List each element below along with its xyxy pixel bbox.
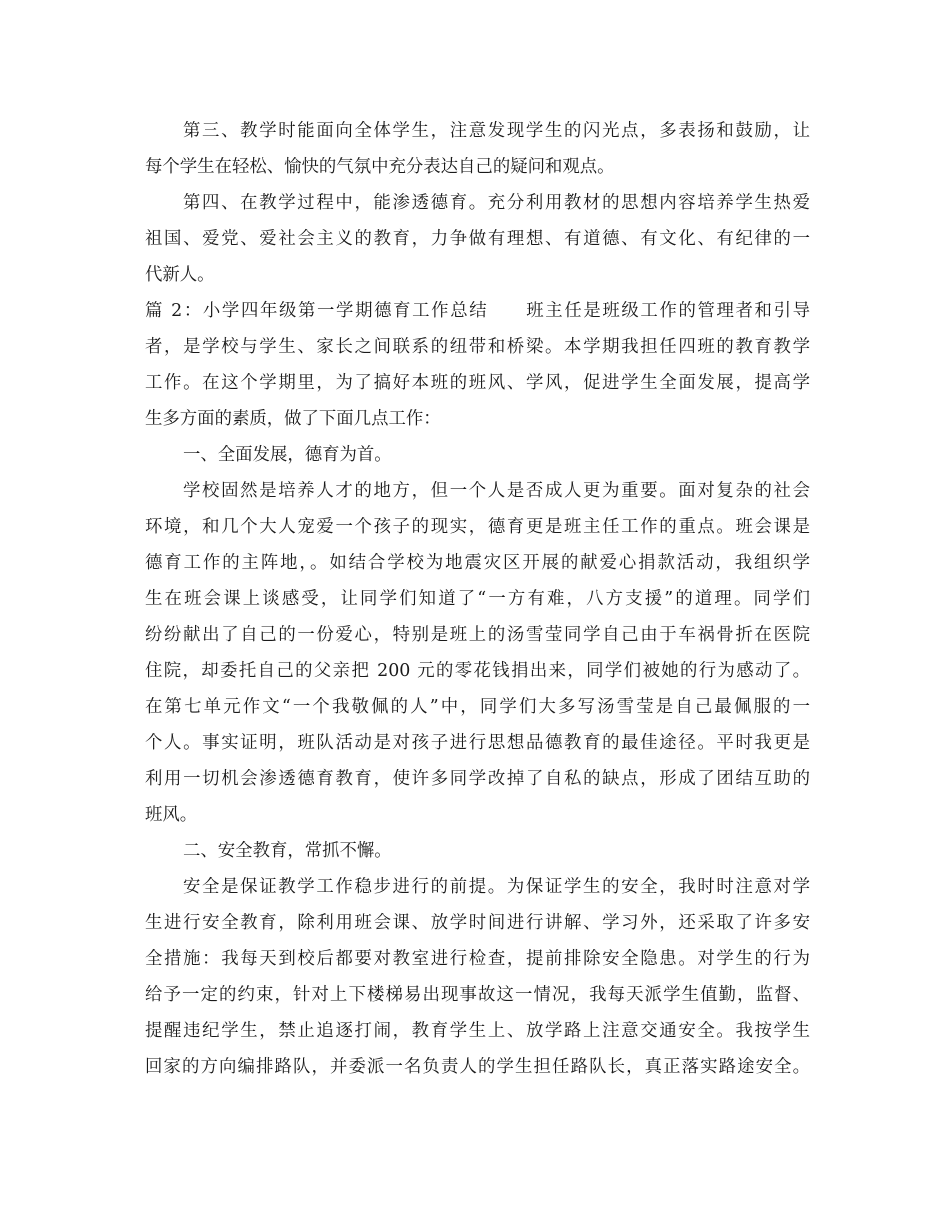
paragraph-line: 个人。事实证明，班队活动是对孩子进行思想品德教育的最佳途径。平时我更是 (145, 733, 810, 753)
paragraph-line: 生进行安全教育，除利用班会课、放学时间进行讲解、学习外，还采取了许多安 (145, 913, 810, 933)
paragraph-line: 祖国、爱党、爱社会主义的教育，力争做有理想、有道德、有文化、有纪律的一 (145, 229, 810, 249)
paragraph-line: 生多方面的素质，做了下面几点工作： (145, 409, 441, 429)
paragraph-line: 第三、教学时能面向全体学生，注意发现学生的闪光点，多表扬和鼓励，让 (183, 121, 810, 141)
paragraph-line: 回家的方向编排路队，并委派一名负责人的学生担任路队长，真正落实路途安全。 (145, 1057, 810, 1077)
paragraph-line: 学校固然是培养人才的地方，但一个人是否成人更为重要。面对复杂的社会 (183, 481, 810, 501)
paragraph-line: 第四、在教学过程中，能渗透德育。充分利用教材的思想内容培养学生热爱 (183, 193, 810, 213)
subheading-line: 一、全面发展，德育为首。 (183, 445, 392, 465)
paragraph-line: 纷纷献出了自己的一份爱心，特别是班上的汤雪莹同学自己由于车祸骨折在医院 (145, 625, 810, 645)
paragraph-line: 全措施：我每天到校后都要对教室进行检查，提前排除安全隐患。对学生的行为 (145, 949, 810, 969)
paragraph-line: 利用一切机会渗透德育教育，使许多同学改掉了自私的缺点，形成了团结互助的 (145, 769, 810, 789)
paragraph-line: 环境，和几个大人宠爱一个孩子的现实，德育更是班主任工作的重点。班会课是 (145, 517, 810, 537)
paragraph-line: 代新人。 (145, 265, 215, 285)
section-heading-line: 篇 2：小学四年级第一学期德育工作总结 班主任是班级工作的管理者和引导 (145, 301, 810, 321)
paragraph-line: 者，是学校与学生、家长之间联系的纽带和桥梁。本学期我担任四班的教育教学 (145, 337, 810, 357)
paragraph-line: 在第七单元作文“一个我敬佩的人”中，同学们大多写汤雪莹是自己最佩服的一 (145, 697, 810, 717)
paragraph-line: 班风。 (145, 805, 198, 825)
paragraph-line: 安全是保证教学工作稳步进行的前提。为保证学生的安全，我时时注意对学 (183, 877, 810, 897)
paragraph-line: 德育工作的主阵地，。如结合学校为地震灾区开展的献爱心捐款活动，我组织学 (145, 553, 810, 573)
paragraph-line: 每个学生在轻松、愉快的气氛中充分表达自己的疑问和观点。 (145, 157, 615, 177)
paragraph-line: 提醒违纪学生，禁止追逐打闹，教育学生上、放学路上注意交通安全。我按学生 (145, 1021, 810, 1041)
subheading-line: 二、安全教育，常抓不懈。 (183, 841, 392, 861)
paragraph-line: 工作。在这个学期里，为了搞好本班的班风、学风，促进学生全面发展，提高学 (145, 373, 810, 393)
paragraph-line: 住院，却委托自己的父亲把 200 元的零花钱捐出来，同学们被她的行为感动了。 (145, 661, 810, 681)
paragraph-line: 给予一定的约束，针对上下楼梯易出现事故这一情况，我每天派学生值勤，监督、 (145, 985, 810, 1005)
paragraph-line: 生在班会课上谈感受，让同学们知道了“一方有难，八方支援”的道理。同学们 (145, 589, 810, 609)
